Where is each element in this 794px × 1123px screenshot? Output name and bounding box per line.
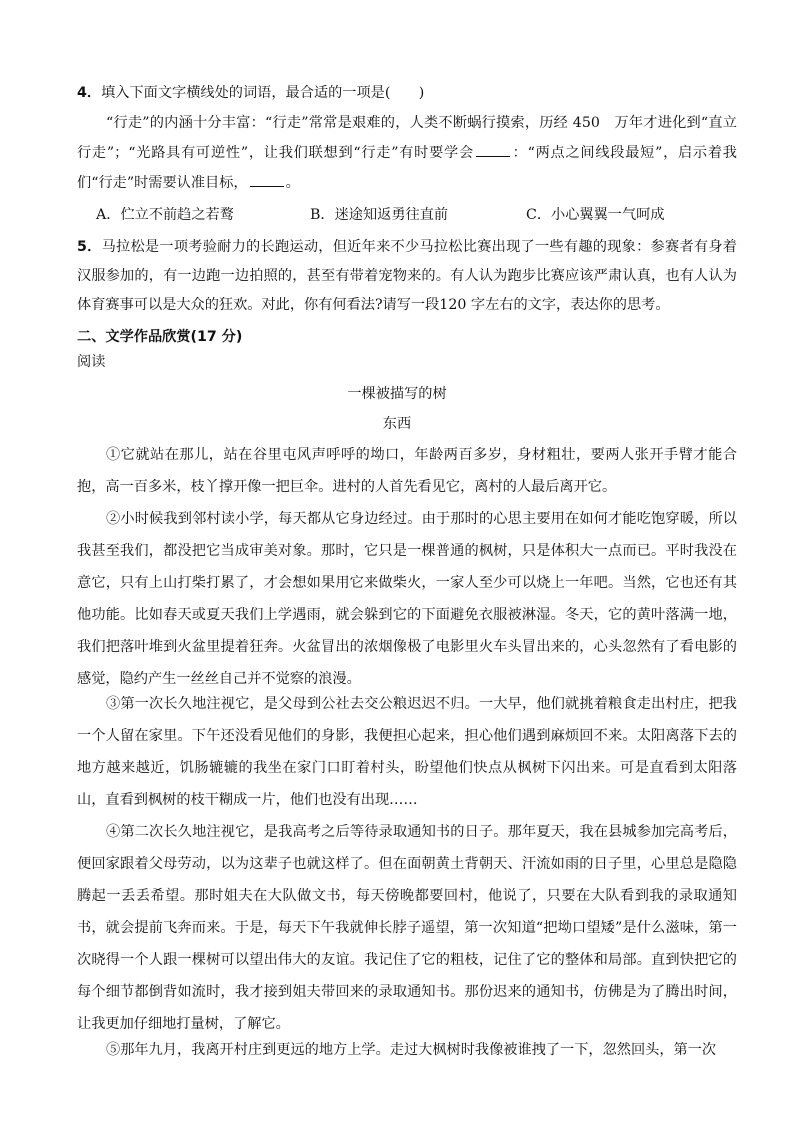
passage-text: ：“两点之间线段最短”，启示着我们“行走”时需要认准目标，	[77, 145, 737, 191]
read-label: 阅读	[77, 354, 106, 370]
option-c: C．小心翼翼一气呵成	[526, 207, 665, 223]
question-number: 4．	[77, 85, 102, 101]
question-number: 5．	[77, 239, 102, 255]
passage-text: 。	[285, 175, 300, 191]
question-text: 马拉松是一项考验耐力的长跑运动，但近年来不少马拉松比赛出现了一些有趣的现象：参赛者有身着汉服参加的，有一边跑一边拍照的，甚至有带着宠物来的。有人认为跑步比赛应该严肃认真，也有人认为体育赛事可以是大众的狂欢。对此，你有何看法?请写一段120 字左右的文字，表达你的思考。	[77, 239, 737, 313]
passage-text: “行走”的内涵十分丰富：“行走”常常是艰难的，人类不断蜗行摸索，历经 450 万年才进化到“直立行走”；“光路具有可逆性”，让我们联想到“行走”有时要学会	[77, 115, 737, 161]
question-4-passage	[77, 108, 737, 198]
paragraph-1: ①它就站在那儿，站在谷里屯风声呼呼的坳口，年龄两百多岁，身材粗壮，要两人张开手臂才能合抱，高一百多米，枝丫撑开像一把巨伞。进村的人首先看见它，离村的人最后离开它。	[77, 447, 737, 495]
question-4-stem	[77, 83, 737, 103]
option-b: B．迷途知返勇往直前	[310, 207, 449, 223]
paragraph-2: ②小时候我到邻村读小学，每天都从它身边经过。由于那时的心思主要用在如何才能吃饱穿暖，所以我甚至我们，都没把它当成审美对象。那时，它只是一棵普通的枫树，只是体积大一点而已。平时我没在意它，只有上山打柴打累了，才会想如果用它来做柴火，一家人至少可以烧上一年吧。当然，它也还有其他功能。比如春天或夏天我们上学遇雨，就会躲到它的下面避免衣服被淋湿。冬天，它的黄叶落满一地，我们把落叶堆到火盆里提着狂奔。火盆冒出的浓烟像极了电影里火车头冒出来的，心头忽然有了看电影的感觉，隐约产生一丝丝自己并不觉察的浪漫。	[77, 511, 737, 687]
answer-blank	[476, 142, 510, 157]
paragraph-5: ⑤那年九月，我离开村庄到更远的地方上学。走过大枫树时我像被谁拽了一下，忽然回头，第一次	[106, 1042, 717, 1058]
section-heading: 二、文学作品欣赏(17 分)	[77, 329, 243, 345]
paragraph-3: ③第一次长久地注视它，是父母到公社去交公粮迟迟不归。一大早，他们就挑着粮食走出村庄，把我一个人留在家里。下午还没看见他们的身影，我便担心起来，担心他们遇到麻烦回不来。太阳离落下去的地方越来越近，饥肠辘辘的我坐在家门口盯着村头，盼望他们快点从枫树下闪出来。可是直看到太阳落山，直看到枫树的枝干糊成一片，他们也没有出现……	[77, 696, 737, 808]
article-title: 一棵被描写的树	[347, 386, 447, 402]
article-author: 东西	[382, 416, 412, 432]
answer-blank	[250, 172, 284, 187]
option-a: A．伫立不前趋之若鹜	[96, 207, 234, 223]
question-5	[77, 233, 737, 320]
question-text: 填入下面文字横线处的词语，最合适的一项是( )	[101, 85, 425, 101]
paragraph-4: ④第二次长久地注视它，是我高考之后等待录取通知书的日子。那年夏天，我在县城参加完高考后，便回家跟着父母劳动，以为这辈子也就这样了。但在面朝黄土背朝天、汗流如雨的日子里，心里总是隐隐腾起一丢丢希望。那时姐夫在大队做文书，每天傍晚都要回村，他说了，只要在大队看到我的录取通知书，就会提前飞奔而来。于是，每天下午我就伸长脖子遥望，第一次知道“把坳口望矮”是什么滋味，第一次晓得一个人跟一棵树可以望出伟大的友谊。我记住了它的粗枝，记住了它的整体和局部。直到快把它的每个细节都倒背如流时，我才接到姐夫带回来的录取通知书。那份迟来的通知书，仿佛是为了腾出时间，让我更加仔细地打量树，了解它。	[77, 824, 737, 1032]
